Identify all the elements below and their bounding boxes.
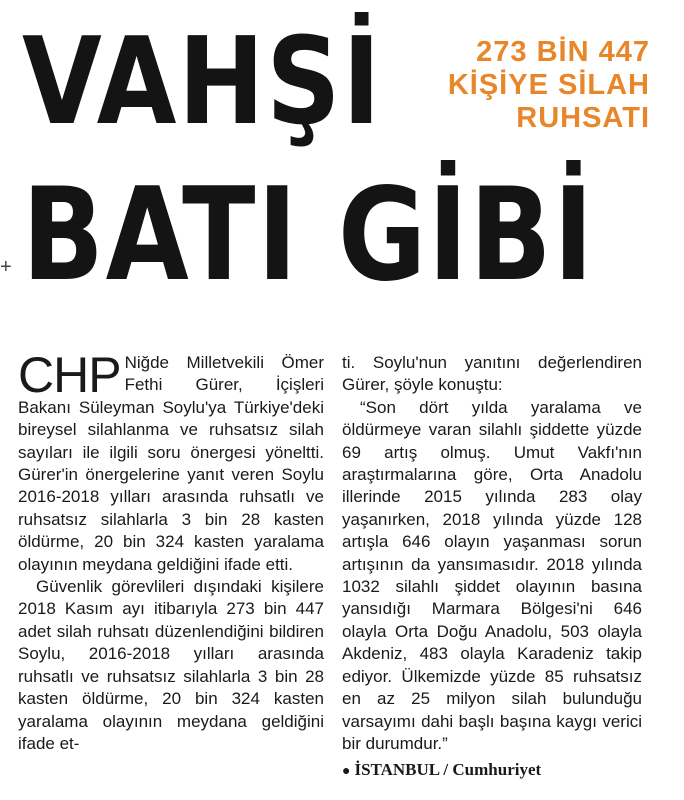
kicker-line-3: RUHSATI bbox=[516, 102, 650, 134]
headline-line-2: BATI GİBİ bbox=[22, 161, 595, 310]
byline bbox=[342, 759, 642, 783]
article-column-left bbox=[18, 347, 324, 755]
article-paragraph-3: ti. Soylu'nun yanıtını değerlendiren Gürer, şöyle konuştu: bbox=[342, 353, 642, 395]
kicker-line-2: KİŞİYE SİLAH bbox=[447, 69, 650, 101]
headline-line-1: VAHŞİ bbox=[22, 13, 383, 152]
article-quote: “Son dört yılda yaralama ve öldürmeye varan silahlı şiddette yüzde 69 artış olmuş. Umut Vakfı'nın araştırmalarına göre, Orta Anadolu illerinde 2015 yılında 283 olay yaşanırken, 2018 yılında yüzde 128 artışla 646 olayın yaşanması sorun artışının da yansımasıdır. 2018 yılında 1032 silahlı şiddet olayının basına yansıdığı Marmara Bölgesi'ni 646 olayla Orta Doğu Anadolu, 503 olayla Akdeniz, 483 olayla Karadeniz takip ediyor. Ülkemizde yüzde 85 ruhsatsız en az 25 milyon silah bulunduğu varsayımı dahi başlı başına kaygı verici bir durumdur.” bbox=[342, 397, 642, 753]
kicker-line-1: 273 BİN 447 bbox=[476, 36, 650, 68]
crop-mark-icon: + bbox=[0, 256, 12, 278]
article-column-right bbox=[342, 352, 642, 784]
byline-text: İSTANBUL / Cumhuriyet bbox=[354, 760, 542, 780]
paragraph-1-text: Niğde Milletvekili Ömer Fethi Gürer, İçişleri Bakanı Süleyman Soylu'ya Türkiye'deki bireysel silahlanma ve ruhsatsız silah sayıları ile ilgili soru önergesi yöneltti. Gürer'in önergelerine yanıt veren Soylu 2016-2018 yılları arasında ruhsatlı ve ruhsatsız silahlarla 3 bin 28 kasten öldürme, 20 bin 324 kasten yaralama olayının meydana geldiğini ifade etti. bbox=[18, 353, 324, 574]
dropcap: CHP bbox=[18, 347, 121, 403]
bullet-icon: ● bbox=[342, 764, 351, 780]
kicker bbox=[440, 36, 650, 135]
article-paragraph-2: Güvenlik görevlileri dışındaki kişilere 2018 Kasım ayı itibarıyla 273 bin 447 adet silah ruhsatı düzenlendiğini bildiren Soylu, 2016-2018 yılları arasında ruhsatlı ve ruhsatsız silahlarla 3 bin 28 kasten öldürme, 20 bin 324 kasten yaralama olayının meydana geldiğini ifade et- bbox=[18, 577, 324, 753]
article-paragraph-1 bbox=[18, 347, 324, 576]
